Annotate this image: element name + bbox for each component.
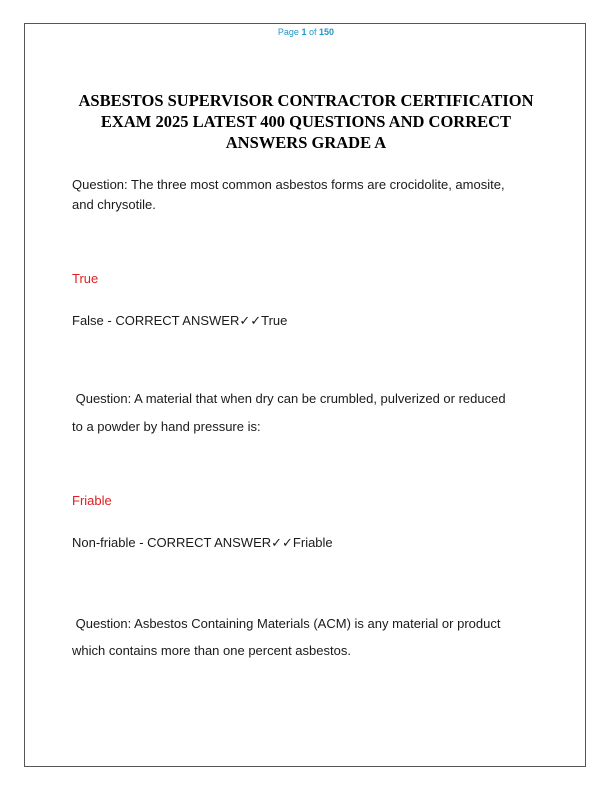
question-2-line-1: Question: A material that when dry can be crumbled, pulverized or reduced [72,391,506,406]
question-2 [72,385,548,441]
question-1-answer: False - CORRECT ANSWER✓✓True [72,313,288,328]
page-of: of [309,27,317,37]
title-line-1: ASBESTOS SUPERVISOR CONTRACTOR CERTIFICATION [78,91,534,110]
title-line-2: EXAM 2025 LATEST 400 QUESTIONS AND CORRECT [100,112,512,131]
page-total: 150 [319,27,335,37]
title-line-3: ANSWERS GRADE A [225,133,387,152]
question-3 [72,610,548,664]
question-3-line-2: which contains more than one percent asbestos. [72,643,351,658]
question-3-line-1: Question: Asbestos Containing Materials (ACM) is any material or product [72,616,501,631]
question-2-line-2: to a powder by hand pressure is: [72,419,261,434]
page-number [0,26,612,38]
page-label: Page [277,27,299,37]
question-1-line-2: and chrysotile. [72,197,156,212]
question-2-answer: Non-friable - CORRECT ANSWER✓✓Friable [72,535,333,550]
document-title [60,90,552,153]
question-1-line-1: Question: The three most common asbestos forms are crocidolite, amosite, [72,177,505,192]
question-1-highlighted-answer: True [72,271,99,286]
question-2-highlighted-answer: Friable [72,493,112,508]
question-1 [72,175,548,215]
page-current: 1 [301,27,307,37]
